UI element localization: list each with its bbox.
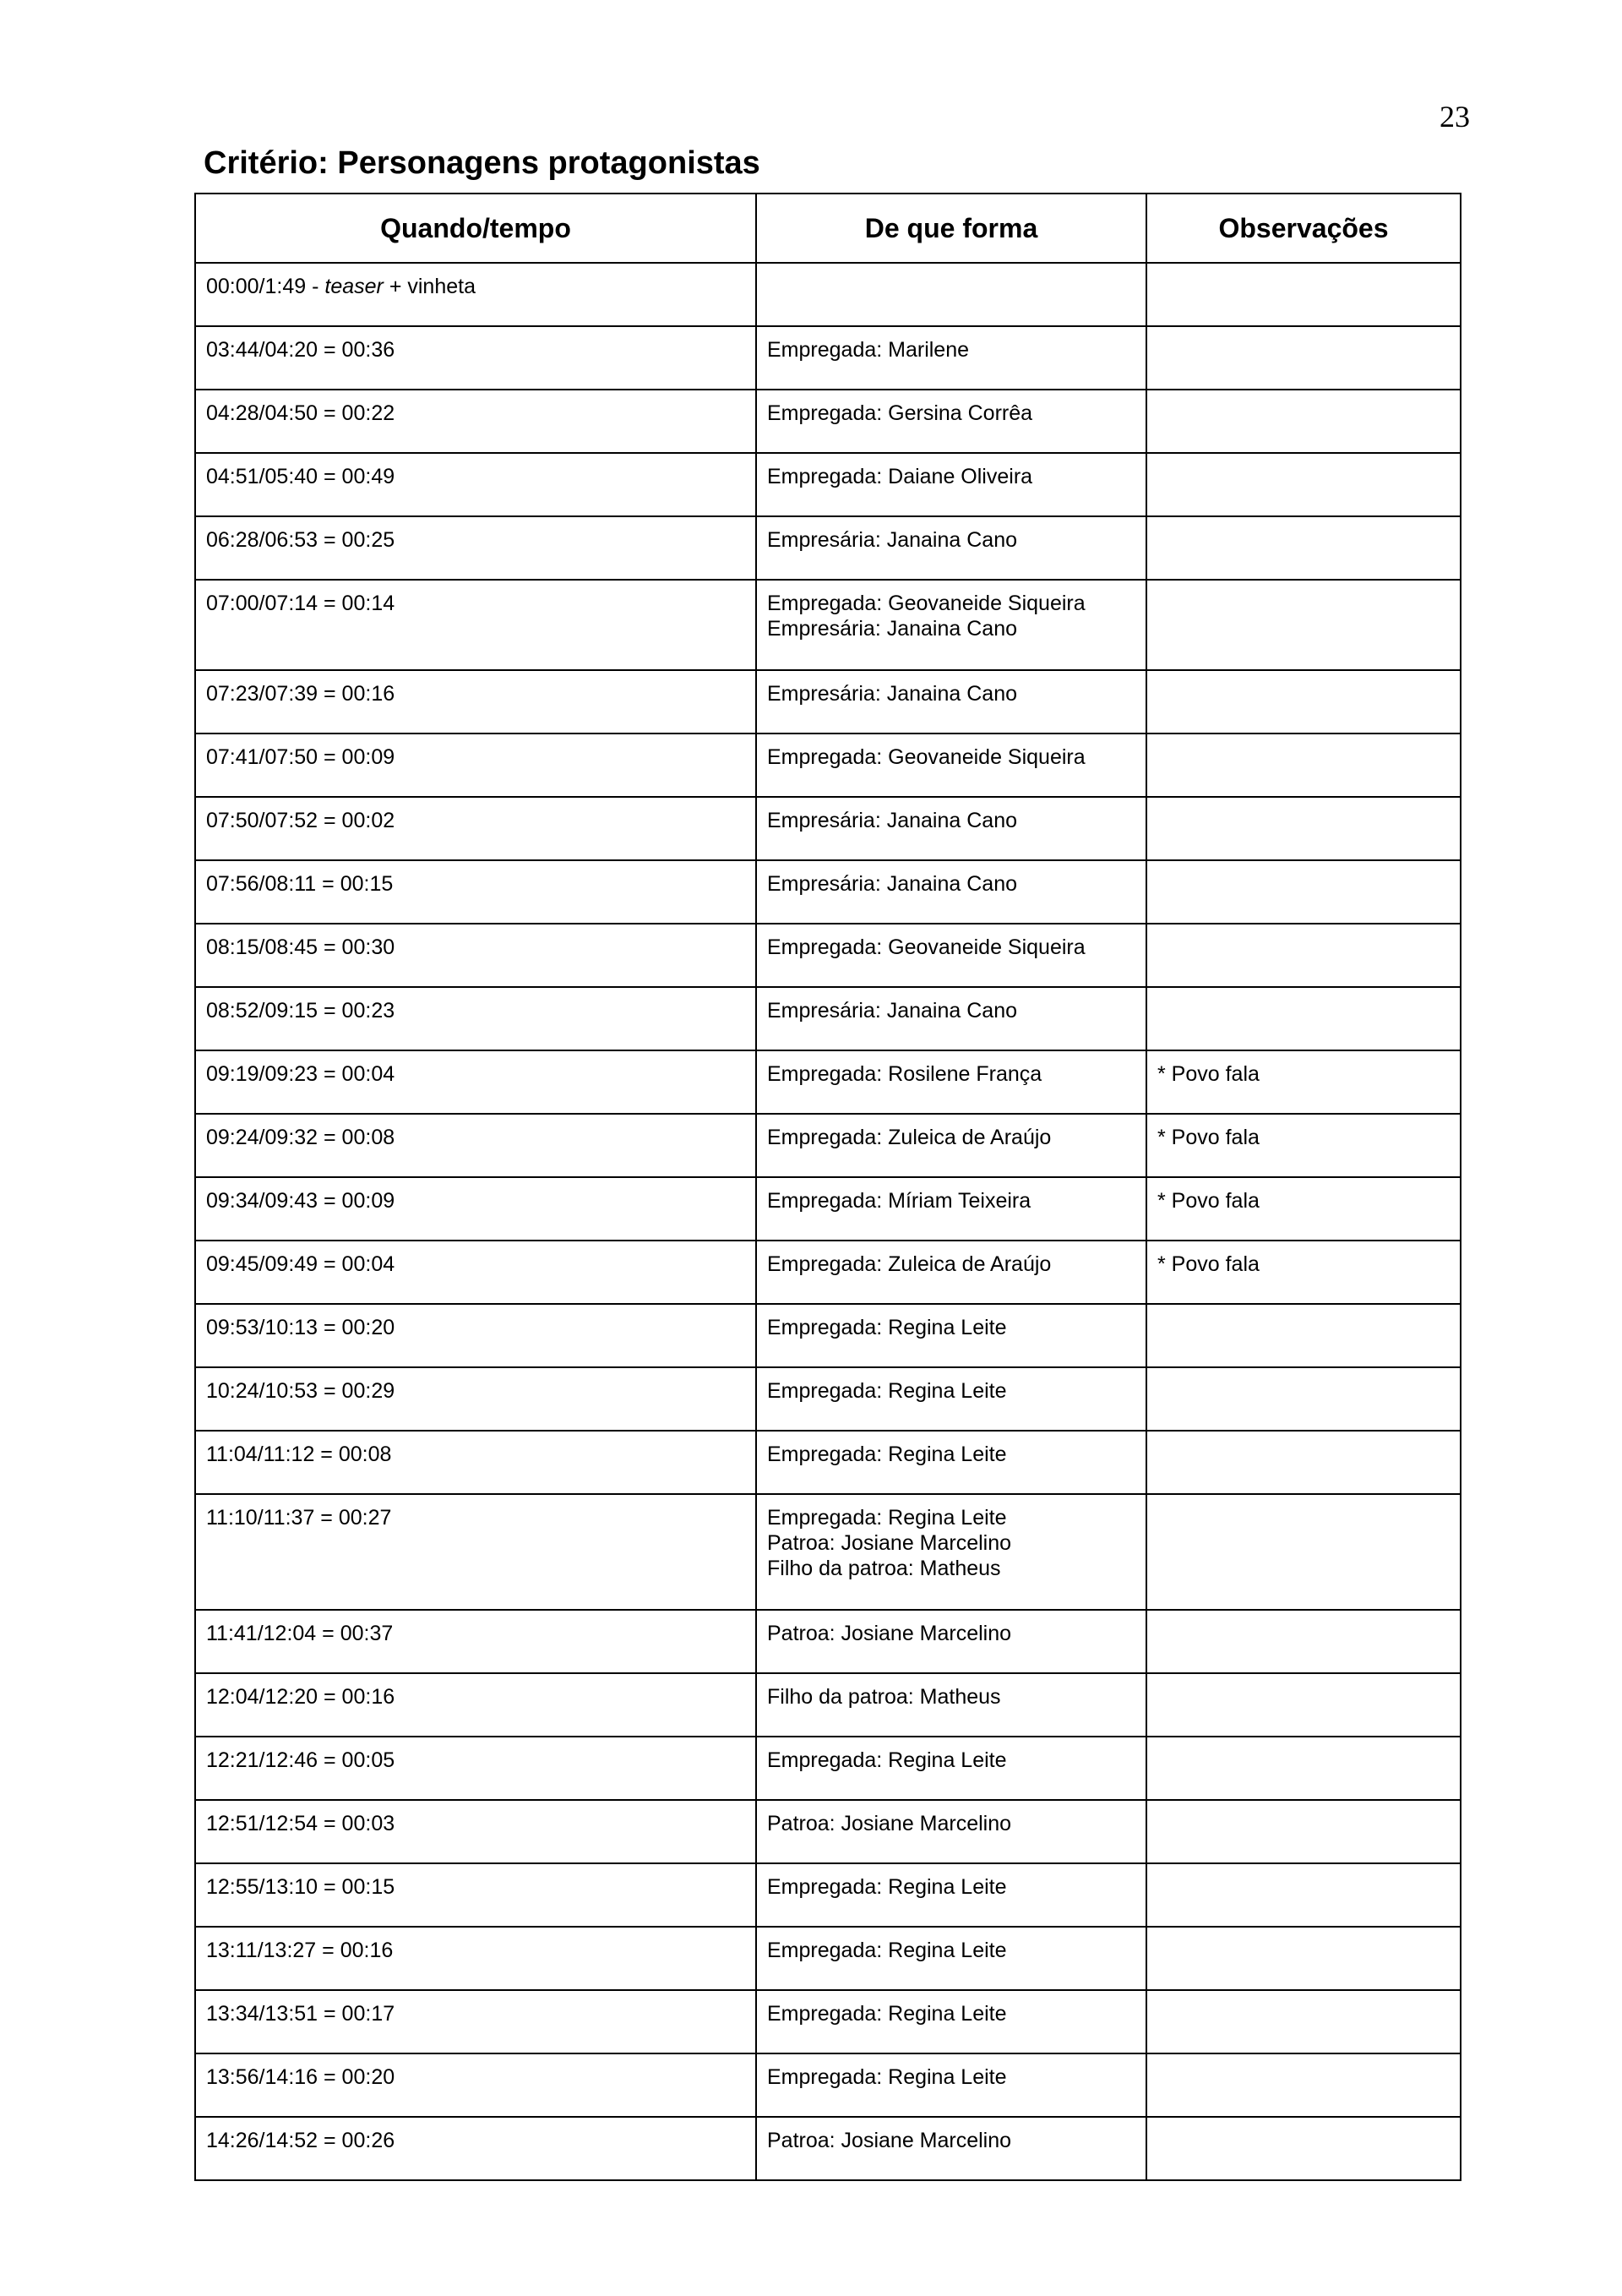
form-line: Empregada: Regina Leite bbox=[767, 1939, 1007, 1962]
time-cell: 13:34/13:51 = 00:17 bbox=[195, 1990, 756, 2053]
time-cell: 12:51/12:54 = 00:03 bbox=[195, 1800, 756, 1863]
form-cell bbox=[756, 1177, 1146, 1241]
table-row bbox=[195, 326, 1461, 390]
form-line: Empresária: Janaina Cano bbox=[767, 617, 1017, 641]
time-cell bbox=[195, 263, 756, 326]
observation-cell bbox=[1146, 1863, 1461, 1927]
observation-cell bbox=[1146, 734, 1461, 797]
table-row bbox=[195, 516, 1461, 580]
form-line: Empregada: Regina Leite bbox=[767, 1875, 1007, 1899]
header-how: De que forma bbox=[756, 194, 1146, 263]
observation-cell bbox=[1146, 924, 1461, 987]
time-italic-term: teaser bbox=[324, 275, 384, 298]
form-cell bbox=[756, 263, 1146, 326]
time-cell: 12:55/13:10 = 00:15 bbox=[195, 1863, 756, 1927]
observation-cell bbox=[1146, 326, 1461, 390]
form-line: Empresária: Janaina Cano bbox=[767, 809, 1017, 832]
time-cell: 09:19/09:23 = 00:04 bbox=[195, 1050, 756, 1114]
table-row bbox=[195, 1927, 1461, 1990]
form-line: Empregada: Rosilene França bbox=[767, 1062, 1042, 1086]
table-header-row bbox=[195, 194, 1461, 263]
form-cell bbox=[756, 1737, 1146, 1800]
form-line: Empregada: Regina Leite bbox=[767, 1379, 1007, 1403]
time-cell: 04:28/04:50 = 00:22 bbox=[195, 390, 756, 453]
form-cell bbox=[756, 2053, 1146, 2117]
form-cell bbox=[756, 734, 1146, 797]
time-cell: 07:50/07:52 = 00:02 bbox=[195, 797, 756, 860]
table-row bbox=[195, 453, 1461, 516]
table-row bbox=[195, 2117, 1461, 2180]
form-cell bbox=[756, 1610, 1146, 1673]
table-row bbox=[195, 2053, 1461, 2117]
observation-cell bbox=[1146, 1494, 1461, 1610]
form-line: Empresária: Janaina Cano bbox=[767, 682, 1017, 706]
table-body bbox=[195, 263, 1461, 2180]
observation-cell bbox=[1146, 1673, 1461, 1737]
table-row bbox=[195, 1050, 1461, 1114]
form-cell bbox=[756, 1673, 1146, 1737]
table-row bbox=[195, 390, 1461, 453]
time-cell: 11:41/12:04 = 00:37 bbox=[195, 1610, 756, 1673]
time-cell: 14:26/14:52 = 00:26 bbox=[195, 2117, 756, 2180]
observation-cell bbox=[1146, 2117, 1461, 2180]
form-cell bbox=[756, 860, 1146, 924]
table-row bbox=[195, 1494, 1461, 1610]
observation-cell bbox=[1146, 797, 1461, 860]
form-line: Empregada: Regina Leite bbox=[767, 1316, 1007, 1339]
time-cell: 07:23/07:39 = 00:16 bbox=[195, 670, 756, 734]
time-cell: 03:44/04:20 = 00:36 bbox=[195, 326, 756, 390]
observation-cell bbox=[1146, 1610, 1461, 1673]
observation-cell bbox=[1146, 390, 1461, 453]
time-cell: 07:41/07:50 = 00:09 bbox=[195, 734, 756, 797]
observation-cell: * Povo fala bbox=[1146, 1114, 1461, 1177]
table-row bbox=[195, 1241, 1461, 1304]
form-cell bbox=[756, 670, 1146, 734]
time-cell: 12:04/12:20 = 00:16 bbox=[195, 1673, 756, 1737]
table-row bbox=[195, 734, 1461, 797]
form-cell bbox=[756, 580, 1146, 670]
form-cell bbox=[756, 1304, 1146, 1367]
table-row bbox=[195, 797, 1461, 860]
form-cell bbox=[756, 453, 1146, 516]
form-line: Patroa: Josiane Marcelino bbox=[767, 2129, 1012, 2152]
time-cell: 04:51/05:40 = 00:49 bbox=[195, 453, 756, 516]
time-cell: 09:34/09:43 = 00:09 bbox=[195, 1177, 756, 1241]
time-cell: 09:45/09:49 = 00:04 bbox=[195, 1241, 756, 1304]
form-cell bbox=[756, 987, 1146, 1050]
observation-cell: * Povo fala bbox=[1146, 1050, 1461, 1114]
table-row bbox=[195, 1800, 1461, 1863]
form-cell bbox=[756, 1114, 1146, 1177]
table-row bbox=[195, 263, 1461, 326]
form-line: Patroa: Josiane Marcelino bbox=[767, 1812, 1012, 1835]
table-row bbox=[195, 1990, 1461, 2053]
form-cell bbox=[756, 924, 1146, 987]
table-row bbox=[195, 1177, 1461, 1241]
form-cell bbox=[756, 1800, 1146, 1863]
observation-cell bbox=[1146, 860, 1461, 924]
header-when-time: Quando/tempo bbox=[195, 194, 756, 263]
form-cell bbox=[756, 1367, 1146, 1431]
form-line: Empregada: Míriam Teixeira bbox=[767, 1189, 1031, 1213]
observation-cell bbox=[1146, 1990, 1461, 2053]
observation-cell bbox=[1146, 580, 1461, 670]
table-row bbox=[195, 987, 1461, 1050]
form-cell bbox=[756, 326, 1146, 390]
form-line: Empregada: Daiane Oliveira bbox=[767, 465, 1033, 488]
observation-cell bbox=[1146, 2053, 1461, 2117]
time-cell: 11:04/11:12 = 00:08 bbox=[195, 1431, 756, 1494]
form-line: Empregada: Zuleica de Araújo bbox=[767, 1252, 1052, 1276]
form-cell bbox=[756, 1927, 1146, 1990]
form-line: Empregada: Regina Leite bbox=[767, 2065, 1007, 2089]
form-line: Empresária: Janaina Cano bbox=[767, 872, 1017, 896]
form-line: Patroa: Josiane Marcelino bbox=[767, 1531, 1012, 1555]
observation-cell bbox=[1146, 1927, 1461, 1990]
form-cell bbox=[756, 1863, 1146, 1927]
table-row bbox=[195, 1863, 1461, 1927]
form-cell bbox=[756, 1241, 1146, 1304]
table-row bbox=[195, 670, 1461, 734]
form-line: Empresária: Janaina Cano bbox=[767, 999, 1017, 1023]
table-row bbox=[195, 580, 1461, 670]
form-line: Filho da patroa: Matheus bbox=[767, 1685, 1001, 1709]
observation-cell bbox=[1146, 453, 1461, 516]
time-cell: 12:21/12:46 = 00:05 bbox=[195, 1737, 756, 1800]
time-cell: 07:00/07:14 = 00:14 bbox=[195, 580, 756, 670]
time-cell: 13:11/13:27 = 00:16 bbox=[195, 1927, 756, 1990]
table-row bbox=[195, 924, 1461, 987]
form-cell bbox=[756, 1990, 1146, 2053]
observation-cell bbox=[1146, 987, 1461, 1050]
table-row bbox=[195, 1737, 1461, 1800]
observation-cell: * Povo fala bbox=[1146, 1241, 1461, 1304]
form-line: Empregada: Regina Leite bbox=[767, 1442, 1007, 1466]
time-suffix: + vinheta bbox=[383, 275, 476, 298]
form-line: Empregada: Geovaneide Siqueira bbox=[767, 592, 1086, 615]
header-observations: Observações bbox=[1146, 194, 1461, 263]
form-cell bbox=[756, 1050, 1146, 1114]
form-line: Empregada: Geovaneide Siqueira bbox=[767, 935, 1086, 959]
table-row bbox=[195, 1114, 1461, 1177]
form-line: Empresária: Janaina Cano bbox=[767, 528, 1017, 552]
form-line: Empregada: Geovaneide Siqueira bbox=[767, 745, 1086, 769]
page-number: 23 bbox=[1440, 100, 1470, 134]
time-cell: 13:56/14:16 = 00:20 bbox=[195, 2053, 756, 2117]
observation-cell bbox=[1146, 1737, 1461, 1800]
observation-cell bbox=[1146, 1304, 1461, 1367]
form-cell bbox=[756, 1494, 1146, 1610]
form-line: Empregada: Marilene bbox=[767, 338, 970, 362]
time-cell: 11:10/11:37 = 00:27 bbox=[195, 1494, 756, 1610]
table-row bbox=[195, 1431, 1461, 1494]
form-cell bbox=[756, 797, 1146, 860]
form-line: Empregada: Gersina Corrêa bbox=[767, 401, 1033, 425]
form-cell bbox=[756, 1431, 1146, 1494]
observation-cell bbox=[1146, 1800, 1461, 1863]
time-cell: 08:15/08:45 = 00:30 bbox=[195, 924, 756, 987]
time-cell: 10:24/10:53 = 00:29 bbox=[195, 1367, 756, 1431]
time-cell: 09:24/09:32 = 00:08 bbox=[195, 1114, 756, 1177]
observation-cell bbox=[1146, 670, 1461, 734]
form-cell bbox=[756, 2117, 1146, 2180]
table-row bbox=[195, 1304, 1461, 1367]
form-cell bbox=[756, 516, 1146, 580]
observation-cell bbox=[1146, 516, 1461, 580]
observation-cell bbox=[1146, 1431, 1461, 1494]
form-line: Empregada: Regina Leite bbox=[767, 2002, 1007, 2026]
form-line: Patroa: Josiane Marcelino bbox=[767, 1622, 1012, 1645]
time-cell: 07:56/08:11 = 00:15 bbox=[195, 860, 756, 924]
form-line: Empregada: Regina Leite bbox=[767, 1748, 1007, 1772]
time-cell: 08:52/09:15 = 00:23 bbox=[195, 987, 756, 1050]
observation-cell: * Povo fala bbox=[1146, 1177, 1461, 1241]
time-cell: 09:53/10:13 = 00:20 bbox=[195, 1304, 756, 1367]
form-line: Empregada: Zuleica de Araújo bbox=[767, 1126, 1052, 1149]
table-row bbox=[195, 1367, 1461, 1431]
table-row bbox=[195, 1673, 1461, 1737]
observation-cell bbox=[1146, 263, 1461, 326]
observation-cell bbox=[1146, 1367, 1461, 1431]
time-prefix: 00:00/1:49 - bbox=[206, 275, 325, 298]
time-cell: 06:28/06:53 = 00:25 bbox=[195, 516, 756, 580]
form-line: Filho da patroa: Matheus bbox=[767, 1557, 1001, 1580]
criteria-table bbox=[194, 193, 1461, 2181]
table-row bbox=[195, 860, 1461, 924]
section-title: Critério: Personagens protagonistas bbox=[204, 145, 760, 181]
form-cell bbox=[756, 390, 1146, 453]
form-line: Empregada: Regina Leite bbox=[767, 1506, 1007, 1530]
table-row bbox=[195, 1610, 1461, 1673]
